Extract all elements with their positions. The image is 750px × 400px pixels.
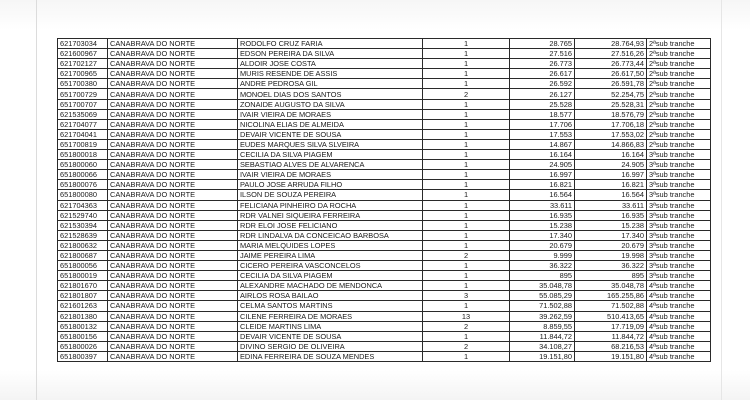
beneficiary-name-cell: MURIS RESENDE DE ASSIS bbox=[238, 69, 423, 79]
code-cell: 621704041 bbox=[58, 129, 108, 139]
code-cell: 651800076 bbox=[58, 180, 108, 190]
tranche-cell: 3ªsub tranche bbox=[647, 220, 711, 230]
table-row bbox=[58, 69, 711, 79]
unit-value-cell: 27.516 bbox=[510, 49, 575, 59]
table-row bbox=[58, 240, 711, 250]
unit-value-cell: 15.238 bbox=[510, 220, 575, 230]
quantity-cell: 1 bbox=[423, 200, 510, 210]
total-value-cell: 895 bbox=[575, 271, 647, 281]
unit-value-cell: 26.617 bbox=[510, 69, 575, 79]
unit-value-cell: 36.322 bbox=[510, 261, 575, 271]
unit-value-cell: 16.997 bbox=[510, 170, 575, 180]
beneficiary-name-cell: CECILIA DA SILVA PIAGEM bbox=[238, 150, 423, 160]
municipality-cell: CANABRAVA DO NORTE bbox=[108, 160, 238, 170]
code-cell: 621801670 bbox=[58, 281, 108, 291]
beneficiary-name-cell: EDINA FERREIRA DE SOUZA MENDES bbox=[238, 351, 423, 361]
beneficiary-name-cell: RODOLFO CRUZ FARIA bbox=[238, 39, 423, 49]
municipality-cell: CANABRAVA DO NORTE bbox=[108, 190, 238, 200]
total-value-cell: 17.706,18 bbox=[575, 119, 647, 129]
total-value-cell: 26.617,50 bbox=[575, 69, 647, 79]
total-value-cell: 71.502,88 bbox=[575, 301, 647, 311]
beneficiary-name-cell: RDR LINDALVA DA CONCEICAO BARBOSA bbox=[238, 230, 423, 240]
municipality-cell: CANABRAVA DO NORTE bbox=[108, 49, 238, 59]
total-value-cell: 16.164 bbox=[575, 150, 647, 160]
municipality-cell: CANABRAVA DO NORTE bbox=[108, 79, 238, 89]
beneficiary-name-cell: SEBASTIAO ALVES DE ALVARENCA bbox=[238, 160, 423, 170]
municipality-cell: CANABRAVA DO NORTE bbox=[108, 89, 238, 99]
municipality-cell: CANABRAVA DO NORTE bbox=[108, 261, 238, 271]
unit-value-cell: 33.611 bbox=[510, 200, 575, 210]
tranche-cell: 2ªsub tranche bbox=[647, 69, 711, 79]
beneficiary-table bbox=[57, 38, 711, 362]
municipality-cell: CANABRAVA DO NORTE bbox=[108, 150, 238, 160]
table-row bbox=[58, 190, 711, 200]
quantity-cell: 1 bbox=[423, 301, 510, 311]
beneficiary-name-cell: AIRLOS ROSA BAILAO bbox=[238, 291, 423, 301]
unit-value-cell: 14.867 bbox=[510, 139, 575, 149]
quantity-cell: 1 bbox=[423, 351, 510, 361]
beneficiary-name-cell: ZONAIDE AUGUSTO DA SILVA bbox=[238, 99, 423, 109]
unit-value-cell: 16.821 bbox=[510, 180, 575, 190]
total-value-cell: 19.998 bbox=[575, 250, 647, 260]
unit-value-cell: 17.553 bbox=[510, 129, 575, 139]
table-row bbox=[58, 99, 711, 109]
code-cell: 621700965 bbox=[58, 69, 108, 79]
code-cell: 651800132 bbox=[58, 321, 108, 331]
code-cell: 651800019 bbox=[58, 271, 108, 281]
municipality-cell: CANABRAVA DO NORTE bbox=[108, 69, 238, 79]
table-row bbox=[58, 129, 711, 139]
table-row bbox=[58, 301, 711, 311]
code-cell: 651700380 bbox=[58, 79, 108, 89]
beneficiary-name-cell: FELICIANA PINHEIRO DA ROCHA bbox=[238, 200, 423, 210]
unit-value-cell: 17.706 bbox=[510, 119, 575, 129]
unit-value-cell: 35.048,78 bbox=[510, 281, 575, 291]
code-cell: 621801380 bbox=[58, 311, 108, 321]
table-row bbox=[58, 291, 711, 301]
unit-value-cell: 25.528 bbox=[510, 99, 575, 109]
code-cell: 621535069 bbox=[58, 109, 108, 119]
table-row bbox=[58, 351, 711, 361]
table-row bbox=[58, 109, 711, 119]
quantity-cell: 1 bbox=[423, 59, 510, 69]
quantity-cell: 1 bbox=[423, 119, 510, 129]
beneficiary-name-cell: ALDOIR JOSE COSTA bbox=[238, 59, 423, 69]
code-cell: 651800060 bbox=[58, 160, 108, 170]
table-row bbox=[58, 311, 711, 321]
total-value-cell: 17.553,02 bbox=[575, 129, 647, 139]
quantity-cell: 2 bbox=[423, 341, 510, 351]
tranche-cell: 4ªsub tranche bbox=[647, 331, 711, 341]
code-cell: 651800156 bbox=[58, 331, 108, 341]
municipality-cell: CANABRAVA DO NORTE bbox=[108, 240, 238, 250]
unit-value-cell: 16.935 bbox=[510, 210, 575, 220]
municipality-cell: CANABRAVA DO NORTE bbox=[108, 59, 238, 69]
tranche-cell: 3ªsub tranche bbox=[647, 210, 711, 220]
total-value-cell: 52.254,75 bbox=[575, 89, 647, 99]
beneficiary-name-cell: MONOEL DIAS DOS SANTOS bbox=[238, 89, 423, 99]
code-cell: 621529740 bbox=[58, 210, 108, 220]
code-cell: 651700819 bbox=[58, 139, 108, 149]
total-value-cell: 28.764,93 bbox=[575, 39, 647, 49]
total-value-cell: 27.516,26 bbox=[575, 49, 647, 59]
code-cell: 621702127 bbox=[58, 59, 108, 69]
municipality-cell: CANABRAVA DO NORTE bbox=[108, 291, 238, 301]
tranche-cell: 3ªsub tranche bbox=[647, 190, 711, 200]
unit-value-cell: 26.127 bbox=[510, 89, 575, 99]
municipality-cell: CANABRAVA DO NORTE bbox=[108, 180, 238, 190]
table-row bbox=[58, 271, 711, 281]
municipality-cell: CANABRAVA DO NORTE bbox=[108, 321, 238, 331]
total-value-cell: 26.591,78 bbox=[575, 79, 647, 89]
municipality-cell: CANABRAVA DO NORTE bbox=[108, 170, 238, 180]
code-cell: 651800056 bbox=[58, 261, 108, 271]
code-cell: 621704077 bbox=[58, 119, 108, 129]
beneficiary-name-cell: CELMA SANTOS MARTINS bbox=[238, 301, 423, 311]
municipality-cell: CANABRAVA DO NORTE bbox=[108, 109, 238, 119]
total-value-cell: 68.216,53 bbox=[575, 341, 647, 351]
unit-value-cell: 16.564 bbox=[510, 190, 575, 200]
code-cell: 621530394 bbox=[58, 220, 108, 230]
quantity-cell: 1 bbox=[423, 261, 510, 271]
table-row bbox=[58, 180, 711, 190]
quantity-cell: 13 bbox=[423, 311, 510, 321]
quantity-cell: 1 bbox=[423, 39, 510, 49]
table-row bbox=[58, 170, 711, 180]
unit-value-cell: 34.108,27 bbox=[510, 341, 575, 351]
municipality-cell: CANABRAVA DO NORTE bbox=[108, 301, 238, 311]
municipality-cell: CANABRAVA DO NORTE bbox=[108, 39, 238, 49]
total-value-cell: 19.151,80 bbox=[575, 351, 647, 361]
code-cell: 651700729 bbox=[58, 89, 108, 99]
municipality-cell: CANABRAVA DO NORTE bbox=[108, 139, 238, 149]
beneficiary-name-cell: ANDRE PEDROSA GIL bbox=[238, 79, 423, 89]
unit-value-cell: 20.679 bbox=[510, 240, 575, 250]
table-row bbox=[58, 89, 711, 99]
beneficiary-name-cell: CILENE FERREIRA DE MORAES bbox=[238, 311, 423, 321]
municipality-cell: CANABRAVA DO NORTE bbox=[108, 200, 238, 210]
beneficiary-name-cell: CLEIDE MARTINS LIMA bbox=[238, 321, 423, 331]
table-row bbox=[58, 59, 711, 69]
total-value-cell: 20.679 bbox=[575, 240, 647, 250]
total-value-cell: 16.821 bbox=[575, 180, 647, 190]
beneficiary-name-cell: EUDES MARQUES SILVA SLVEIRA bbox=[238, 139, 423, 149]
tranche-cell: 2ªsub tranche bbox=[647, 49, 711, 59]
municipality-cell: CANABRAVA DO NORTE bbox=[108, 230, 238, 240]
code-cell: 621800632 bbox=[58, 240, 108, 250]
table-row bbox=[58, 139, 711, 149]
code-cell: 651800026 bbox=[58, 341, 108, 351]
tranche-cell: 3ªsub tranche bbox=[647, 160, 711, 170]
beneficiary-name-cell: DIVINO SERGIO DE OLIVEIRA bbox=[238, 341, 423, 351]
quantity-cell: 1 bbox=[423, 49, 510, 59]
total-value-cell: 16.997 bbox=[575, 170, 647, 180]
total-value-cell: 33.611 bbox=[575, 200, 647, 210]
tranche-cell: 4ªsub tranche bbox=[647, 321, 711, 331]
table-row bbox=[58, 281, 711, 291]
tranche-cell: 4ªsub tranche bbox=[647, 281, 711, 291]
quantity-cell: 1 bbox=[423, 69, 510, 79]
tranche-cell: 2ªsub tranche bbox=[647, 139, 711, 149]
tranche-cell: 2ªsub tranche bbox=[647, 129, 711, 139]
beneficiary-name-cell: EDSON PEREIRA DA SILVA bbox=[238, 49, 423, 59]
code-cell: 651800066 bbox=[58, 170, 108, 180]
code-cell: 621703034 bbox=[58, 39, 108, 49]
municipality-cell: CANABRAVA DO NORTE bbox=[108, 210, 238, 220]
quantity-cell: 1 bbox=[423, 271, 510, 281]
beneficiary-name-cell: CICERO PEREIRA VASCONCELOS bbox=[238, 261, 423, 271]
quantity-cell: 1 bbox=[423, 139, 510, 149]
tranche-cell: 2ªsub tranche bbox=[647, 79, 711, 89]
code-cell: 621601263 bbox=[58, 301, 108, 311]
total-value-cell: 165.255,86 bbox=[575, 291, 647, 301]
beneficiary-name-cell: PAULO JOSE ARRUDA FILHO bbox=[238, 180, 423, 190]
total-value-cell: 17.719,09 bbox=[575, 321, 647, 331]
code-cell: 621704363 bbox=[58, 200, 108, 210]
total-value-cell: 26.773,44 bbox=[575, 59, 647, 69]
table-row bbox=[58, 200, 711, 210]
quantity-cell: 1 bbox=[423, 170, 510, 180]
table-row bbox=[58, 220, 711, 230]
tranche-cell: 3ªsub tranche bbox=[647, 261, 711, 271]
unit-value-cell: 11.844,72 bbox=[510, 331, 575, 341]
municipality-cell: CANABRAVA DO NORTE bbox=[108, 119, 238, 129]
table-row bbox=[58, 321, 711, 331]
tranche-cell: 2ªsub tranche bbox=[647, 89, 711, 99]
quantity-cell: 2 bbox=[423, 250, 510, 260]
tranche-cell: 3ªsub tranche bbox=[647, 240, 711, 250]
total-value-cell: 16.564 bbox=[575, 190, 647, 200]
quantity-cell: 1 bbox=[423, 129, 510, 139]
table-row bbox=[58, 341, 711, 351]
municipality-cell: CANABRAVA DO NORTE bbox=[108, 99, 238, 109]
quantity-cell: 1 bbox=[423, 190, 510, 200]
total-value-cell: 17.340 bbox=[575, 230, 647, 240]
beneficiary-name-cell: MARIA MELQUIDES LOPES bbox=[238, 240, 423, 250]
quantity-cell: 2 bbox=[423, 321, 510, 331]
table-row bbox=[58, 119, 711, 129]
total-value-cell: 11.844,72 bbox=[575, 331, 647, 341]
total-value-cell: 14.866,83 bbox=[575, 139, 647, 149]
beneficiary-name-cell: NICOLINA ELIAS DE ALMEIDA bbox=[238, 119, 423, 129]
code-cell: 651700707 bbox=[58, 99, 108, 109]
tranche-cell: 4ªsub tranche bbox=[647, 341, 711, 351]
quantity-cell: 1 bbox=[423, 220, 510, 230]
code-cell: 621801807 bbox=[58, 291, 108, 301]
quantity-cell: 1 bbox=[423, 160, 510, 170]
total-value-cell: 16.935 bbox=[575, 210, 647, 220]
municipality-cell: CANABRAVA DO NORTE bbox=[108, 351, 238, 361]
code-cell: 651800080 bbox=[58, 190, 108, 200]
unit-value-cell: 16.164 bbox=[510, 150, 575, 160]
total-value-cell: 18.576,79 bbox=[575, 109, 647, 119]
tranche-cell: 4ªsub tranche bbox=[647, 301, 711, 311]
tranche-cell: 4ªsub tranche bbox=[647, 311, 711, 321]
unit-value-cell: 26.592 bbox=[510, 79, 575, 89]
tranche-cell: 2ªsub tranche bbox=[647, 39, 711, 49]
beneficiary-name-cell: JAIME PEREIRA LIMA bbox=[238, 250, 423, 260]
unit-value-cell: 8.859,55 bbox=[510, 321, 575, 331]
quantity-cell: 1 bbox=[423, 281, 510, 291]
total-value-cell: 35.048,78 bbox=[575, 281, 647, 291]
table-row bbox=[58, 160, 711, 170]
beneficiary-name-cell: IVAIR VIEIRA DE MORAES bbox=[238, 170, 423, 180]
beneficiary-name-cell: IVAIR VIEIRA DE MORAES bbox=[238, 109, 423, 119]
municipality-cell: CANABRAVA DO NORTE bbox=[108, 129, 238, 139]
code-cell: 621600967 bbox=[58, 49, 108, 59]
unit-value-cell: 17.340 bbox=[510, 230, 575, 240]
beneficiary-name-cell: DEVAIR VICENTE DE SOUSA bbox=[238, 129, 423, 139]
unit-value-cell: 9.999 bbox=[510, 250, 575, 260]
tranche-cell: 3ªsub tranche bbox=[647, 180, 711, 190]
beneficiary-name-cell: DEVAIR VICENTE DE SOUSA bbox=[238, 331, 423, 341]
table-row bbox=[58, 250, 711, 260]
code-cell: 621800687 bbox=[58, 250, 108, 260]
unit-value-cell: 18.577 bbox=[510, 109, 575, 119]
quantity-cell: 1 bbox=[423, 230, 510, 240]
quantity-cell: 3 bbox=[423, 291, 510, 301]
quantity-cell: 1 bbox=[423, 109, 510, 119]
unit-value-cell: 71.502,88 bbox=[510, 301, 575, 311]
quantity-cell: 1 bbox=[423, 210, 510, 220]
tranche-cell: 4ªsub tranche bbox=[647, 351, 711, 361]
table-body bbox=[58, 39, 711, 362]
unit-value-cell: 895 bbox=[510, 271, 575, 281]
beneficiary-name-cell: ALEXANDRE MACHADO DE MENDONCA bbox=[238, 281, 423, 291]
unit-value-cell: 26.773 bbox=[510, 59, 575, 69]
table-row bbox=[58, 210, 711, 220]
beneficiary-name-cell: RDR ELOI JOSE FELICIANO bbox=[238, 220, 423, 230]
quantity-cell: 1 bbox=[423, 79, 510, 89]
code-cell: 651800397 bbox=[58, 351, 108, 361]
total-value-cell: 25.528,31 bbox=[575, 99, 647, 109]
municipality-cell: CANABRAVA DO NORTE bbox=[108, 271, 238, 281]
municipality-cell: CANABRAVA DO NORTE bbox=[108, 341, 238, 351]
beneficiary-name-cell: CECILIA DA SILVA PIAGEM bbox=[238, 271, 423, 281]
table-row bbox=[58, 230, 711, 240]
tranche-cell: 2ªsub tranche bbox=[647, 99, 711, 109]
unit-value-cell: 28.765 bbox=[510, 39, 575, 49]
municipality-cell: CANABRAVA DO NORTE bbox=[108, 311, 238, 321]
total-value-cell: 24.905 bbox=[575, 160, 647, 170]
beneficiary-name-cell: ILSON DE SOUZA PEREIRA bbox=[238, 190, 423, 200]
unit-value-cell: 39.262,59 bbox=[510, 311, 575, 321]
quantity-cell: 1 bbox=[423, 150, 510, 160]
municipality-cell: CANABRAVA DO NORTE bbox=[108, 331, 238, 341]
unit-value-cell: 19.151,80 bbox=[510, 351, 575, 361]
unit-value-cell: 55.085,29 bbox=[510, 291, 575, 301]
table-row bbox=[58, 261, 711, 271]
tranche-cell: 4ªsub tranche bbox=[647, 291, 711, 301]
quantity-cell: 1 bbox=[423, 240, 510, 250]
municipality-cell: CANABRAVA DO NORTE bbox=[108, 281, 238, 291]
total-value-cell: 36.322 bbox=[575, 261, 647, 271]
unit-value-cell: 24.905 bbox=[510, 160, 575, 170]
table-row bbox=[58, 331, 711, 341]
quantity-cell: 1 bbox=[423, 331, 510, 341]
code-cell: 621528639 bbox=[58, 230, 108, 240]
table-row bbox=[58, 150, 711, 160]
quantity-cell: 2 bbox=[423, 89, 510, 99]
tranche-cell: 3ªsub tranche bbox=[647, 200, 711, 210]
quantity-cell: 1 bbox=[423, 180, 510, 190]
tranche-cell: 3ªsub tranche bbox=[647, 271, 711, 281]
beneficiary-name-cell: RDR VALNEI SIQUEIRA FERREIRA bbox=[238, 210, 423, 220]
quantity-cell: 1 bbox=[423, 99, 510, 109]
tranche-cell: 3ªsub tranche bbox=[647, 230, 711, 240]
municipality-cell: CANABRAVA DO NORTE bbox=[108, 250, 238, 260]
table-row bbox=[58, 39, 711, 49]
tranche-cell: 3ªsub tranche bbox=[647, 170, 711, 180]
code-cell: 651800018 bbox=[58, 150, 108, 160]
table-row bbox=[58, 49, 711, 59]
municipality-cell: CANABRAVA DO NORTE bbox=[108, 220, 238, 230]
total-value-cell: 15.238 bbox=[575, 220, 647, 230]
tranche-cell: 3ªsub tranche bbox=[647, 150, 711, 160]
tranche-cell: 2ªsub tranche bbox=[647, 59, 711, 69]
total-value-cell: 510.413,65 bbox=[575, 311, 647, 321]
table-row bbox=[58, 79, 711, 89]
tranche-cell: 2ªsub tranche bbox=[647, 109, 711, 119]
tranche-cell: 2ªsub tranche bbox=[647, 119, 711, 129]
tranche-cell: 3ªsub tranche bbox=[647, 250, 711, 260]
